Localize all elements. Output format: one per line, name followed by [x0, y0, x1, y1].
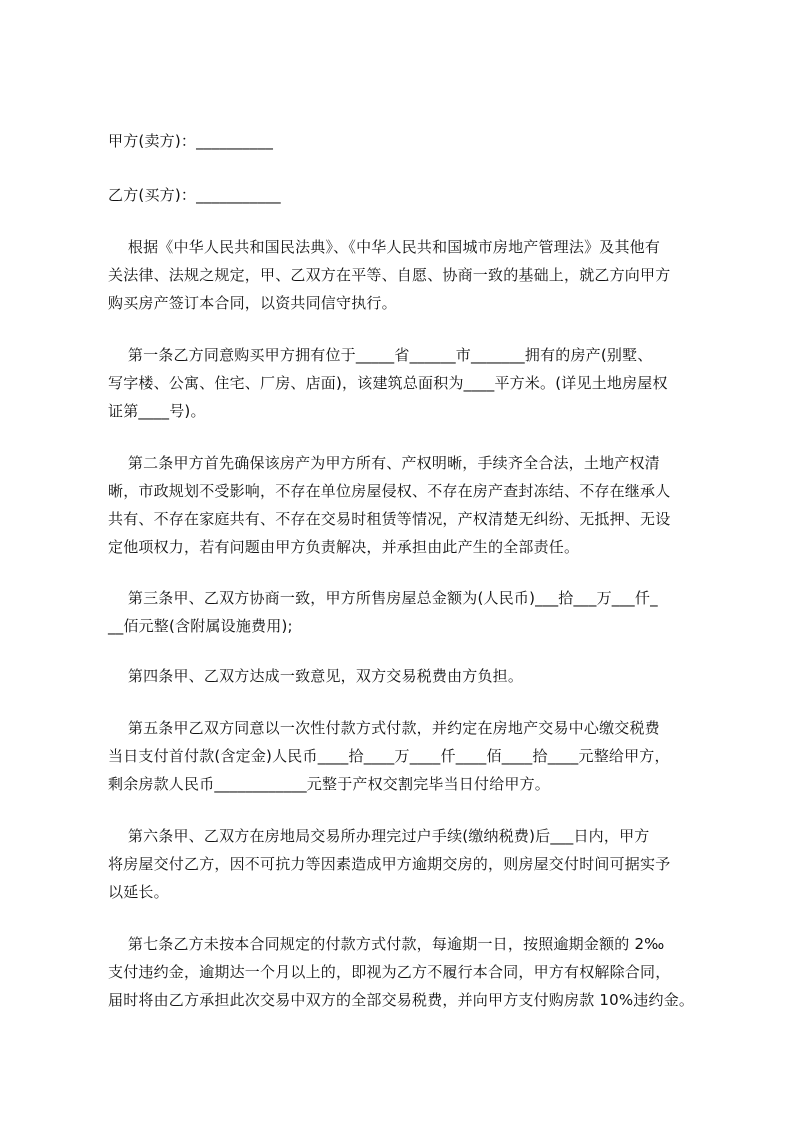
- article3-line-2: __佰元整(含附属设施费用);: [108, 617, 293, 635]
- article1-line-3: 证第____号)。: [108, 402, 206, 420]
- article2-line-1: 第二条甲方首先确保该房产为甲方所有、产权明晰，手续齐全合法，土地产权清: [108, 454, 660, 472]
- article2-line-3: 共有、不存在家庭共有、不存在交易时租赁等情况，产权清楚无纠纷、无抵押、无设: [108, 510, 671, 528]
- article5-line-1: 第五条甲乙双方同意以一次性付款方式付款，并约定在房地产交易中心缴交税费: [108, 719, 660, 737]
- article7-line-3: 届时将由乙方承担此次交易中双方的全部交易税费，并向甲方支付购房款 10%违约金。: [108, 991, 695, 1009]
- buyer-line: 乙方(买方)：___________: [108, 186, 281, 204]
- article3-line-1: 第三条甲、乙双方协商一致，甲方所售房屋总金额为(人民币)___拾___万___仟_: [108, 589, 658, 607]
- article5-line-2: 当日支付首付款(含定金)人民币____拾____万____仟____佰____拾____元整给甲方，: [108, 747, 670, 765]
- article1-line-2: 写字楼、公寓、住宅、厂房、店面)，该建筑总面积为____平方米。(详见土地房屋权: [108, 374, 668, 392]
- article1-line-1: 第一条乙方同意购买甲方拥有位于_____省______市_______拥有的房产(别墅、: [108, 346, 653, 364]
- seller-line: 甲方(卖方)：__________: [108, 132, 274, 150]
- article7-line-1: 第七条乙方未按本合同规定的付款方式付款，每逾期一日，按照逾期金额的 2‰: [108, 935, 665, 953]
- article6-line-1: 第六条甲、乙双方在房地局交易所办理完过户手续(缴纳税费)后___日内，甲方: [108, 827, 650, 845]
- article6-line-3: 以延长。: [108, 883, 169, 901]
- preamble-line-1: 根据《中华人民共和国民法典》、《中华人民共和国城市房地产管理法》及其他有: [108, 238, 661, 256]
- article7-line-2: 支付违约金，逾期达一个月以上的，即视为乙方不履行本合同，甲方有权解除合同，: [108, 963, 671, 981]
- article5-line-3: 剩余房款人民币____________元整于产权交割完毕当日付给甲方。: [108, 775, 551, 793]
- article2-line-4: 定他项权力，若有问题由甲方负责解决，并承担由此产生的全部责任。: [108, 538, 580, 556]
- article6-line-2: 将房屋交付乙方，因不可抗力等因素造成甲方逾期交房的，则房屋交付时间可据实予: [108, 855, 671, 873]
- preamble-line-3: 购买房产签订本合同，以资共同信守执行。: [108, 294, 397, 312]
- preamble-line-2: 关法律、法规之规定，甲、乙双方在平等、自愿、协商一致的基础上，就乙方向甲方: [108, 266, 671, 284]
- article2-line-2: 晰，市政规划不受影响，不存在单位房屋侵权、不存在房产查封冻结、不存在继承人: [108, 482, 671, 500]
- article4-line-1: 第四条甲、乙双方达成一致意见，双方交易税费由方负担。: [108, 667, 524, 685]
